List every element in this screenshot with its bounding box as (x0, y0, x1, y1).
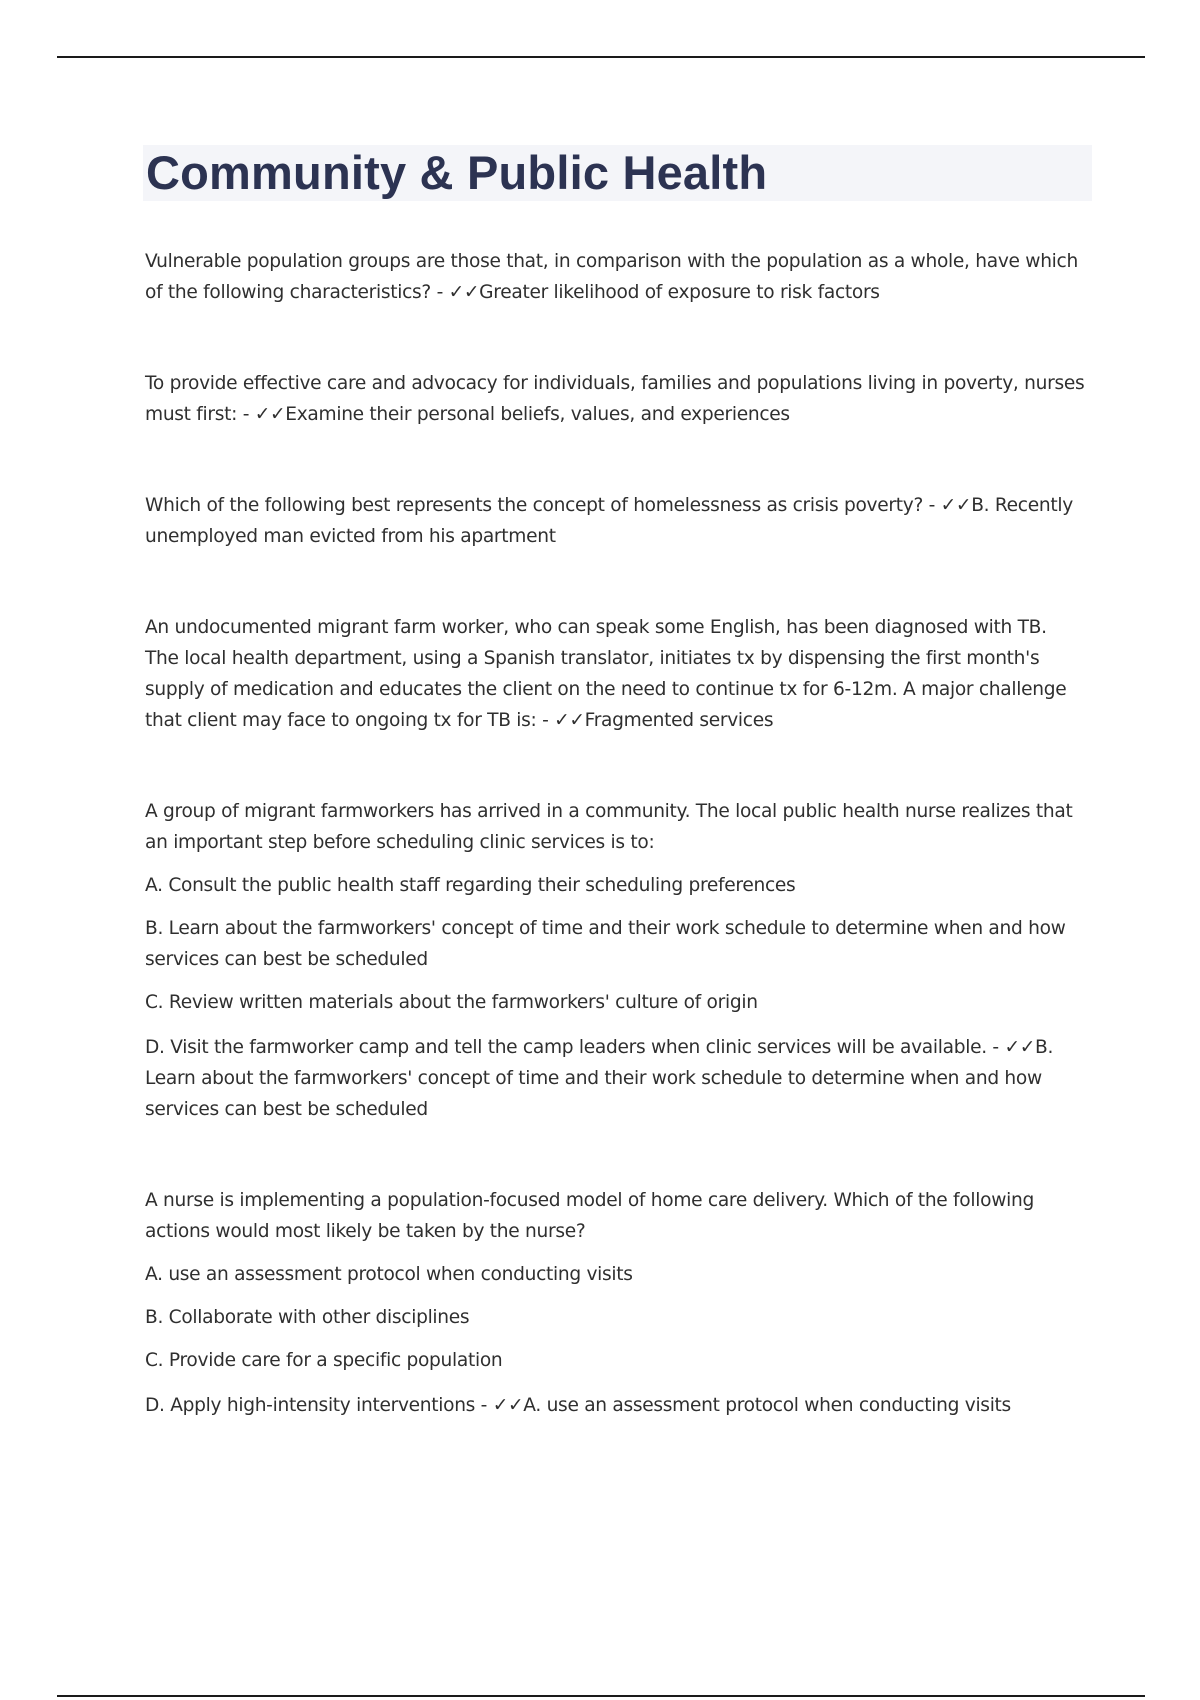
answer-option-d: D. Apply high-intensity interventions - ✓✓A. use an assessment protocol when conducting visits (145, 1395, 1011, 1416)
question-text: A group of migrant farmworkers has arrived in a community. The local public health nurse realizes that an important step before scheduling clinic services is to: (145, 801, 1073, 853)
answer-option-c: C. Review written materials about the farmworkers' culture of origin (145, 992, 758, 1013)
question-text: A nurse is implementing a population-focused model of home care delivery. Which of the following actions would most likely be taken by the nurse? (145, 1190, 1034, 1242)
question-text: To provide effective care and advocacy for individuals, families and populations living in poverty, nurses must first: - ✓✓Examine their personal beliefs, values, and experiences (145, 373, 1085, 425)
answer-option-d: D. Visit the farmworker camp and tell the camp leaders when clinic services will be available. - ✓✓B. Learn about the farmworkers' concept of time and their work schedule to determine when and how services can best be scheduled (145, 1037, 1054, 1120)
question-block-5 (145, 796, 1085, 1125)
page-title: Community & Public Health (146, 146, 768, 199)
answer-option-b: B. Learn about the farmworkers' concept of time and their work schedule to determine when and how services can best be scheduled (145, 918, 1066, 970)
answer-option-c: C. Provide care for a specific population (145, 1350, 503, 1371)
question-block-2 (145, 368, 1085, 430)
question-text: An undocumented migrant farm worker, who can speak some English, has been diagnosed with TB. The local health department, using a Spanish translator, initiates tx by dispensing the first month's supply of medication and educates the client on the need to continue tx for 6-12m. A major challenge that client may face to ongoing tx for TB is: - ✓✓Fragmented services (145, 617, 1067, 731)
question-block-1 (145, 246, 1085, 308)
answer-option-a: A. Consult the public health staff regarding their scheduling preferences (145, 875, 796, 896)
document-body (145, 246, 1085, 1421)
question-text: Which of the following best represents the concept of homelessness as crisis poverty? - ✓✓B. Recently unemployed man evicted from his apartment (145, 495, 1073, 547)
question-block-6 (145, 1185, 1085, 1421)
answer-option-b: B. Collaborate with other disciplines (145, 1307, 470, 1328)
answer-option-a: A. use an assessment protocol when conducting visits (145, 1264, 633, 1285)
question-block-4 (145, 612, 1085, 736)
question-block-3 (145, 490, 1085, 552)
top-rule (57, 56, 1145, 58)
question-text: Vulnerable population groups are those that, in comparison with the population as a whole, have which of the following characteristics? - ✓✓Greater likelihood of exposure to risk factors (145, 251, 1078, 303)
bottom-rule (57, 1695, 1145, 1697)
